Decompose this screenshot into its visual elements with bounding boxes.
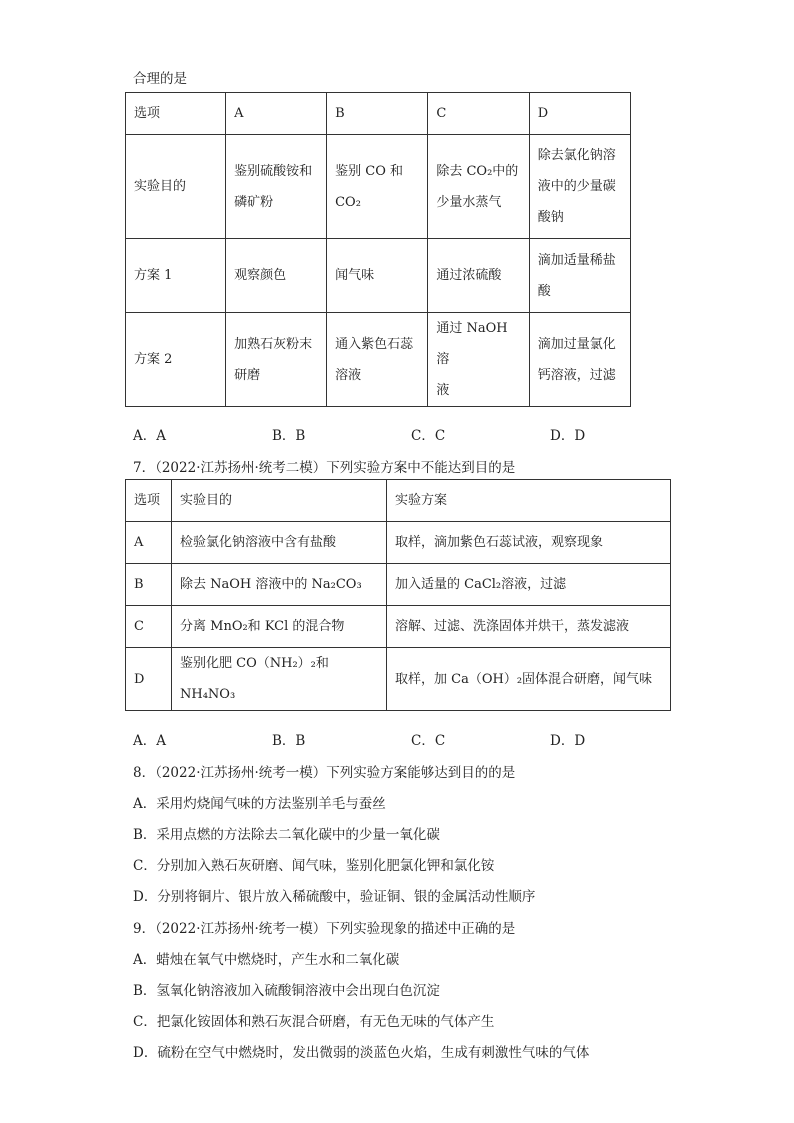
table-cell <box>327 313 428 407</box>
table-cell: C <box>126 606 172 648</box>
table-row <box>126 239 631 313</box>
intro-text: 合理的是 <box>133 71 187 87</box>
cell-line: 滴加过量氯化 <box>537 336 616 352</box>
table-cell: 加入适量的 CaCl₂溶液，过滤 <box>387 564 671 606</box>
cell-line: 鉴别 CO 和 <box>335 163 403 179</box>
table-cell: 取样，滴加紫色石蕊试液，观察现象 <box>387 522 671 564</box>
q8-choice-c: C．分别加入熟石灰研磨、闻气味，鉴别化肥氯化钾和氯化铵 <box>133 858 495 874</box>
cell-line: 少量水蒸气 <box>436 194 502 210</box>
row-label: 方案 2 <box>126 313 226 407</box>
header-cell: A <box>226 93 327 135</box>
option-c: C．C <box>411 428 446 444</box>
cell-line: 除去氯化钠溶 <box>537 148 616 163</box>
table-cell <box>428 135 529 239</box>
cell-line: 钙溶液，过滤 <box>537 367 616 383</box>
cell-line: 液 <box>436 383 450 398</box>
header-cell: D <box>529 93 630 135</box>
table-cell <box>327 239 428 313</box>
table-cell: 检验氯化钠溶液中含有盐酸 <box>172 522 387 564</box>
table-header-row <box>126 480 671 522</box>
table-cell: A <box>126 522 172 564</box>
table-cell <box>226 239 327 313</box>
table-header-row <box>126 93 631 135</box>
q8-stem: 8．（2022·江苏扬州·统考一模）下列实验方案能够达到目的的是 <box>133 765 516 781</box>
cell-line: 通入紫色石蕊 <box>335 336 414 352</box>
q7-options <box>133 729 689 749</box>
header-cell: 实验目的 <box>172 480 387 522</box>
table-cell: 鉴别化肥 CO（NH₂）₂和 NH₄NO₃ <box>172 648 387 711</box>
table-row <box>126 606 671 648</box>
option-b: B．B <box>272 428 306 444</box>
table-row <box>126 135 631 239</box>
option-d: D．D <box>550 733 586 749</box>
row-label: 实验目的 <box>126 135 226 239</box>
header-cell: 实验方案 <box>387 480 671 522</box>
q8-choice-d: D．分别将铜片、银片放入稀硫酸中，验证铜、银的金属活动性顺序 <box>133 889 536 905</box>
option-a: A．A <box>133 428 166 444</box>
header-cell: 选项 <box>126 93 226 135</box>
cell-line: 加熟石灰粉末 <box>234 336 313 352</box>
q9-choice-d: D．硫粉在空气中燃烧时，发出微弱的淡蓝色火焰，生成有刺激性气味的气体 <box>133 1045 590 1061</box>
option-a: A．A <box>133 733 166 749</box>
option-b: B．B <box>272 733 306 749</box>
cell-line: 滴加适量稀盐 <box>537 252 616 268</box>
q9-stem: 9．（2022·江苏扬州·统考一模）下列实验现象的描述中正确的是 <box>133 921 516 937</box>
table-cell <box>529 239 630 313</box>
table-cell <box>428 313 529 407</box>
table-cell: D <box>126 648 172 711</box>
q9-choice-a: A．蜡烛在氧气中燃烧时，产生水和二氧化碳 <box>133 952 400 968</box>
cell-line: CO₂ <box>335 194 361 210</box>
cell-line: 磷矿粉 <box>234 194 274 210</box>
table-cell: B <box>126 564 172 606</box>
q8-choice-b: B．采用点燃的方法除去二氧化碳中的少量一氧化碳 <box>133 827 440 843</box>
row-label: 方案 1 <box>126 239 226 313</box>
q9-choice-b: B．氢氧化钠溶液加入硫酸铜溶液中会出现白色沉淀 <box>133 983 440 999</box>
header-cell: C <box>428 93 529 135</box>
cell-line: 通过浓硫酸 <box>436 268 502 283</box>
q7-stem: 7．（2022·江苏扬州·统考二模）下列实验方案中不能达到目的是 <box>133 460 516 476</box>
q6-options <box>133 424 689 444</box>
cell-line: 酸钠 <box>537 210 564 225</box>
q9-choice-c: C．把氯化铵固体和熟石灰混合研磨，有无色无味的气体产生 <box>133 1014 495 1030</box>
table-row <box>126 648 671 711</box>
cell-line: 除去 CO₂中的 <box>436 163 519 179</box>
option-d: D．D <box>550 428 586 444</box>
cell-line: 酸 <box>537 283 551 299</box>
header-cell: 选项 <box>126 480 172 522</box>
table-cell <box>327 135 428 239</box>
table-row <box>126 522 671 564</box>
cell-line: 鉴别硫酸铵和 <box>234 163 313 179</box>
table-cell <box>226 135 327 239</box>
cell-line: 液中的少量碳 <box>537 179 616 194</box>
header-cell: B <box>327 93 428 135</box>
table-cell: 除去 NaOH 溶液中的 Na₂CO₃ <box>172 564 387 606</box>
cell-line: 闻气味 <box>335 268 375 283</box>
table-cell <box>529 313 630 407</box>
table-cell <box>529 135 630 239</box>
option-c: C．C <box>411 733 446 749</box>
cell-line: 研磨 <box>234 367 261 383</box>
table-cell <box>226 313 327 407</box>
table-q7 <box>125 479 671 711</box>
table-q6 <box>125 92 631 407</box>
cell-line: 溶液 <box>335 367 362 383</box>
table-row <box>126 313 631 407</box>
table-cell: 取样，加 Ca（OH）₂固体混合研磨，闻气味 <box>387 648 671 711</box>
table-cell: 溶解、过滤、洗涤固体并烘干，蒸发滤液 <box>387 606 671 648</box>
q8-choice-a: A．采用灼烧闻气味的方法鉴别羊毛与蚕丝 <box>133 796 386 812</box>
table-row <box>126 564 671 606</box>
table-cell: 分离 MnO₂和 KCl 的混合物 <box>172 606 387 648</box>
cell-line: 通过 NaOH 溶 <box>436 321 508 367</box>
cell-line: 观察颜色 <box>234 268 287 283</box>
table-cell <box>428 239 529 313</box>
